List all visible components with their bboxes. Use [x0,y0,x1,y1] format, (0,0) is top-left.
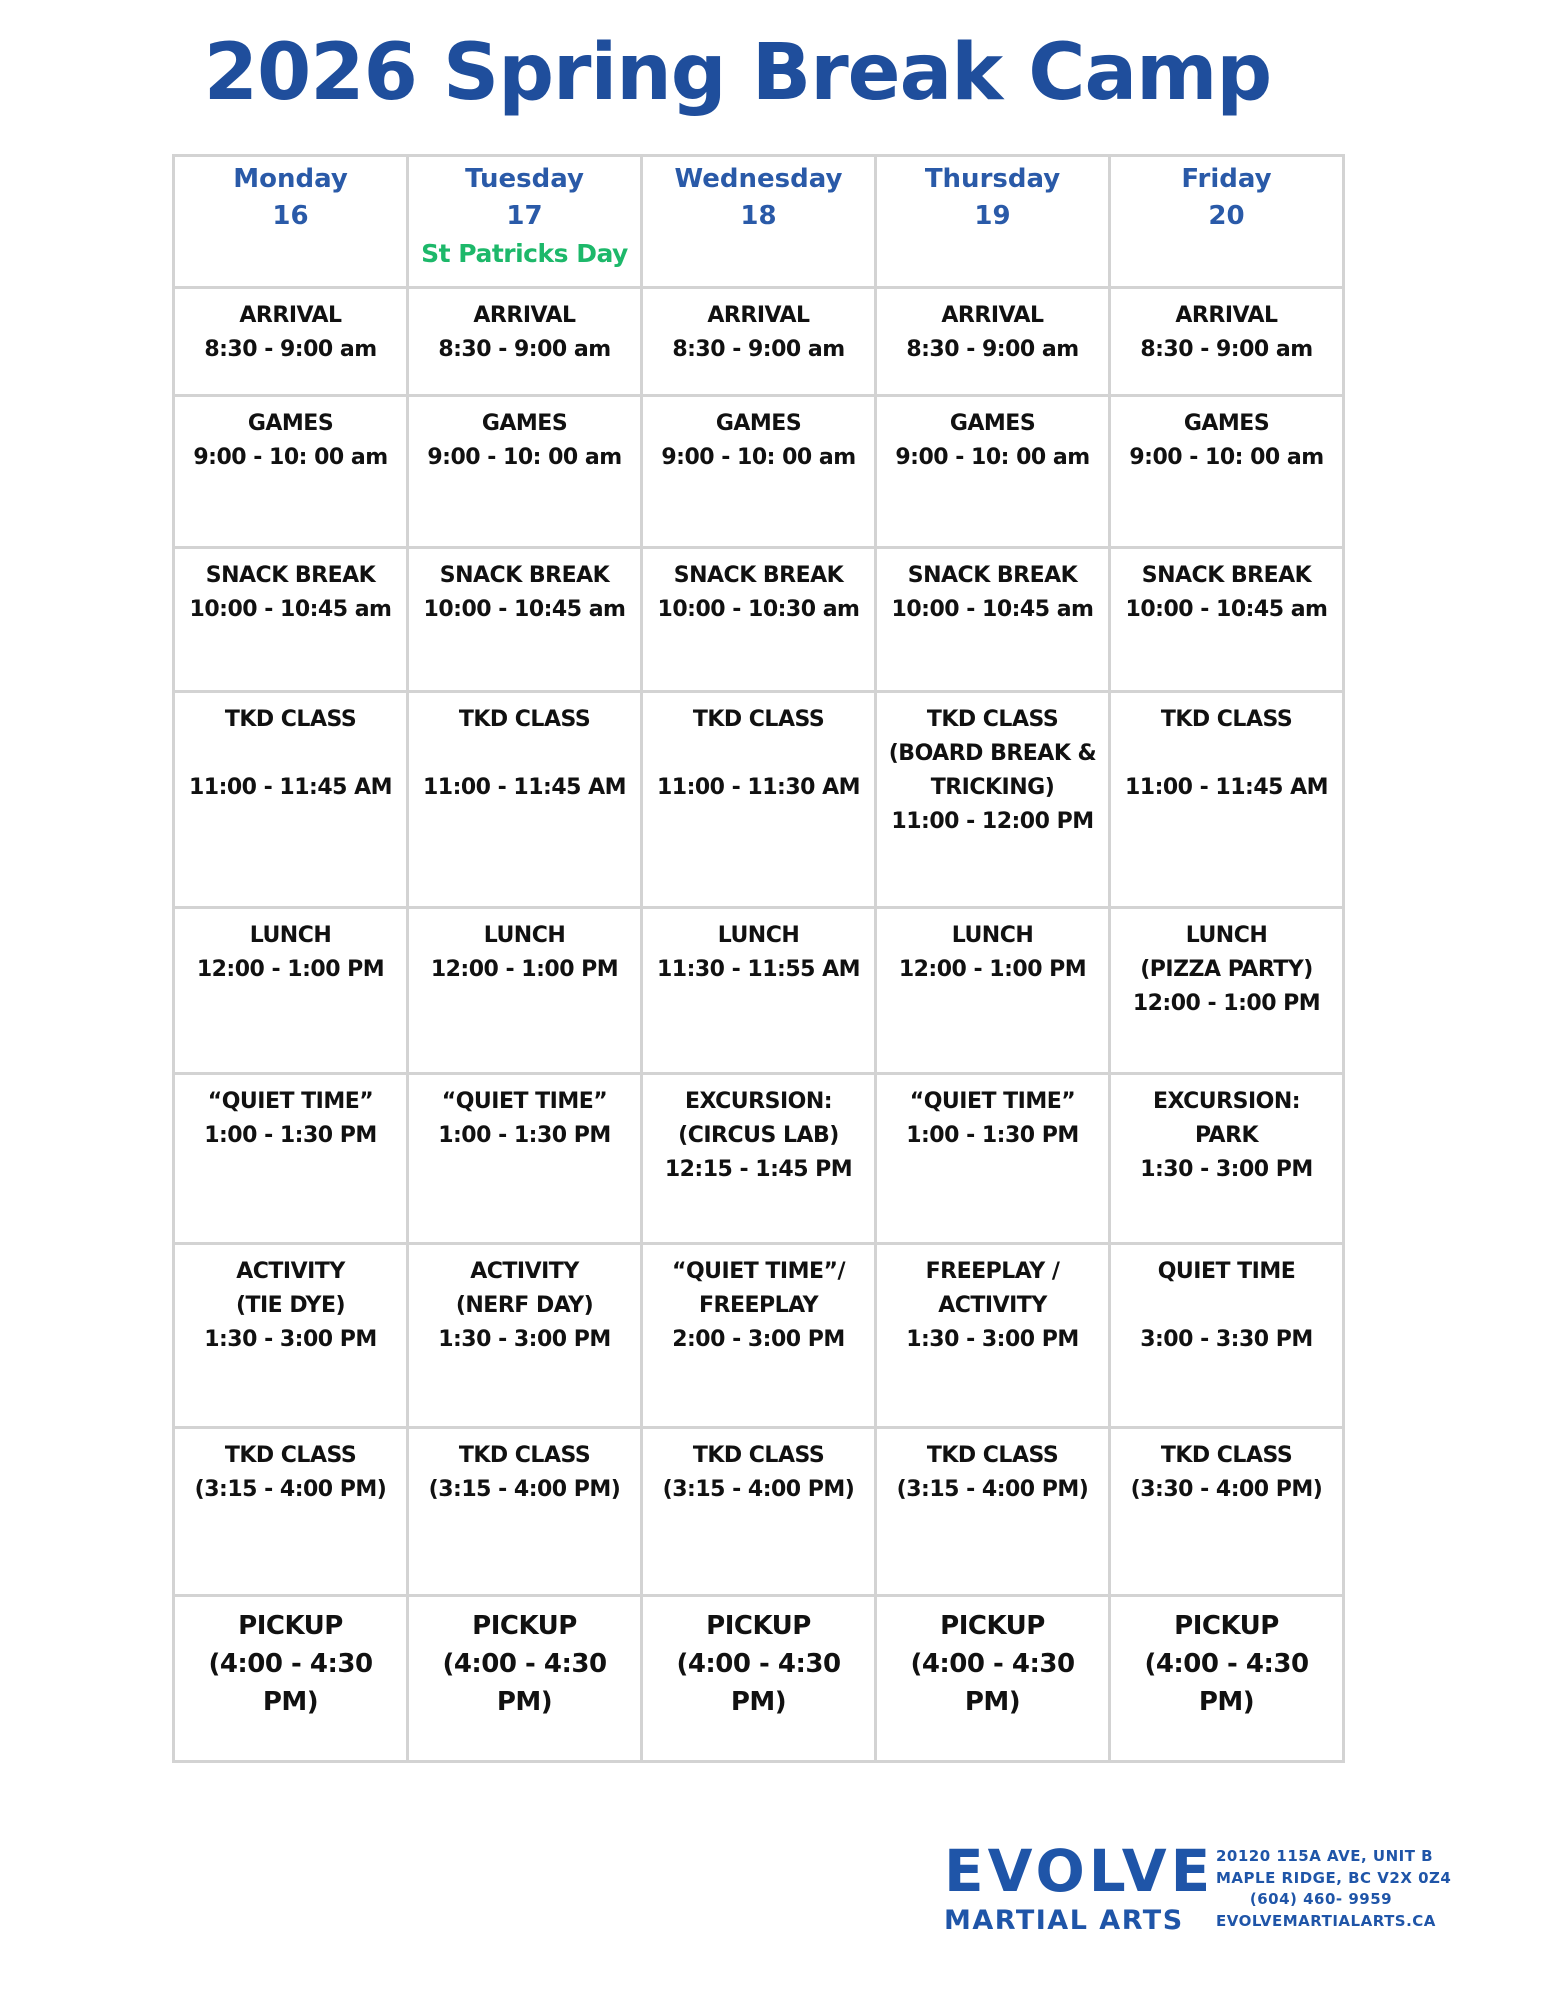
day-name: Monday [233,164,348,194]
phone-number: (604) 460- 9959 [1249,1890,1393,1908]
activity-name: PICKUP [238,1611,343,1641]
footer [944,1837,1464,1970]
activity-name: SNACK BREAK [439,563,610,588]
activity-name: EXCURSION: [684,1089,833,1114]
schedule-cell [876,1074,1110,1244]
activity-name: TKD CLASS [926,1443,1059,1468]
activity-detail: 2:00 - 3:00 PM [672,1327,845,1352]
activity-detail: (BOARD BREAK & [888,741,1097,766]
activity-name: EXCURSION: [1152,1089,1301,1114]
activity-name: “QUIET TIME” [207,1089,374,1114]
contact-block [1216,1846,1452,1932]
schedule-cell [1110,1428,1344,1596]
schedule-row-arrival [174,288,1344,396]
day-header-row [174,156,1344,288]
schedule-cell [174,288,408,396]
activity-detail: 12:00 - 1:00 PM [898,957,1087,982]
activity-detail: (4:00 - 4:30 [442,1649,607,1679]
activity-name: LUNCH [483,923,566,948]
activity-name: GAMES [949,411,1036,436]
activity-detail: 1:30 - 3:00 PM [204,1327,377,1352]
activity-name: ARRIVAL [941,303,1044,328]
activity-detail: PARK [1194,1123,1259,1148]
activity-detail: 10:00 - 10:45 am [189,597,392,622]
activity-name: LUNCH [1185,923,1268,948]
address-city: MAPLE RIDGE, BC V2X 0Z4 [1216,1868,1452,1887]
activity-detail: 9:00 - 10: 00 am [193,445,388,470]
activity-name: ACTIVITY [470,1259,579,1284]
activity-name: “QUIET TIME” [441,1089,608,1114]
day-date: 20 [1208,201,1245,231]
activity-detail: 3:00 - 3:30 PM [1140,1327,1313,1352]
schedule-cell [876,1596,1110,1762]
day-name: Wednesday [674,164,843,194]
schedule-cell [642,1428,876,1596]
schedule-cell [876,548,1110,692]
schedule-cell [1110,692,1344,908]
activity-detail: 8:30 - 9:00 am [438,337,611,362]
schedule-row-midday [174,1074,1344,1244]
schedule-cell [408,1428,642,1596]
schedule-cell [408,1596,642,1762]
activity-detail: 1:30 - 3:00 PM [438,1327,611,1352]
schedule-cell [1110,288,1344,396]
activity-name: SNACK BREAK [205,563,376,588]
activity-name: SNACK BREAK [907,563,1078,588]
spacer [1113,1289,1340,1323]
activity-name: ARRIVAL [1175,303,1278,328]
activity-name: TKD CLASS [1160,707,1293,732]
activity-detail: 11:00 - 11:45 AM [1124,775,1329,800]
day-header [174,156,408,288]
schedule-cell [408,908,642,1074]
schedule-row-lunch [174,908,1344,1074]
activity-detail: (NERF DAY) [455,1293,594,1318]
schedule-cell [642,1244,876,1428]
schedule-cell [1110,1244,1344,1428]
schedule-row-games [174,396,1344,548]
activity-detail: (3:15 - 4:00 PM) [662,1477,855,1502]
activity-detail: (PIZZA PARTY) [1140,957,1313,982]
schedule-cell [876,396,1110,548]
schedule-cell [1110,1074,1344,1244]
schedule-cell [174,1596,408,1762]
activity-detail: ACTIVITY [938,1293,1047,1318]
activity-detail: 8:30 - 9:00 am [204,337,377,362]
schedule-cell [1110,396,1344,548]
activity-name: PICKUP [706,1611,811,1641]
activity-name: GAMES [1183,411,1270,436]
schedule-cell [174,1244,408,1428]
activity-name: SNACK BREAK [673,563,844,588]
activity-detail: 1:00 - 1:30 PM [204,1123,377,1148]
activity-detail: PM) [964,1687,1021,1717]
activity-name: TKD CLASS [224,1443,357,1468]
activity-detail: 1:30 - 3:00 PM [1140,1157,1313,1182]
page-title: 2026 Spring Break Camp [203,28,1272,118]
activity-name: QUIET TIME [1157,1259,1296,1284]
activity-detail: (TIE DYE) [235,1293,346,1318]
spacer [1113,737,1340,771]
logo-evolve: EVOLVE [944,1837,1215,1905]
activity-name: PICKUP [1174,1611,1279,1641]
day-header [642,156,876,288]
schedule-cell [1110,548,1344,692]
activity-name: GAMES [247,411,334,436]
schedule-cell [174,1074,408,1244]
schedule-cell [642,692,876,908]
activity-detail: 11:00 - 11:30 AM [656,775,861,800]
schedule-cell [408,1244,642,1428]
activity-name: SNACK BREAK [1141,563,1312,588]
day-header [408,156,642,288]
activity-detail: 9:00 - 10: 00 am [895,445,1090,470]
address-street: 20120 115A AVE, UNIT B [1216,1847,1434,1865]
spacer [411,737,638,771]
day-header [1110,156,1344,288]
activity-detail: 12:00 - 1:00 PM [196,957,385,982]
activity-detail: (3:30 - 4:00 PM) [1130,1477,1323,1502]
schedule-cell [174,396,408,548]
schedule-cell [642,396,876,548]
activity-detail: 1:00 - 1:30 PM [906,1123,1079,1148]
activity-name: TKD CLASS [224,707,357,732]
activity-detail: 12:00 - 1:00 PM [430,957,619,982]
activity-name: LUNCH [249,923,332,948]
schedule-table [172,154,1345,1763]
activity-detail: 8:30 - 9:00 am [672,337,845,362]
schedule-cell [1110,908,1344,1074]
day-date: 17 [506,201,543,231]
activity-detail: (4:00 - 4:30 [676,1649,841,1679]
schedule-cell [876,908,1110,1074]
schedule-cell [408,396,642,548]
activity-detail: PM) [262,1687,319,1717]
activity-detail: 11:00 - 12:00 PM [891,809,1094,834]
schedule-cell [174,692,408,908]
schedule-row-tkd-afternoon [174,1428,1344,1596]
schedule-cell [174,908,408,1074]
logo-martial-arts: MARTIAL ARTS [944,1905,1184,1936]
activity-name: PICKUP [472,1611,577,1641]
activity-name: GAMES [481,411,568,436]
day-name: Thursday [924,164,1061,194]
activity-name: PICKUP [940,1611,1045,1641]
activity-detail: 10:00 - 10:45 am [1125,597,1328,622]
activity-detail: 10:00 - 10:45 am [423,597,626,622]
activity-name: TKD CLASS [458,707,591,732]
activity-name: “QUIET TIME” [909,1089,1076,1114]
activity-name: TKD CLASS [458,1443,591,1468]
schedule-cell [642,908,876,1074]
schedule-cell [408,288,642,396]
activity-detail: PM) [730,1687,787,1717]
schedule-cell [174,548,408,692]
activity-detail: (3:15 - 4:00 PM) [194,1477,387,1502]
activity-name: ARRIVAL [239,303,342,328]
activity-detail: 11:00 - 11:45 AM [188,775,393,800]
activity-name: LUNCH [951,923,1034,948]
activity-detail: 8:30 - 9:00 am [906,337,1079,362]
activity-name: LUNCH [717,923,800,948]
schedule-cell [642,548,876,692]
activity-detail: 9:00 - 10: 00 am [1129,445,1324,470]
schedule-cell [174,1428,408,1596]
spacer [177,737,404,771]
schedule-cell [876,692,1110,908]
schedule-cell [642,1074,876,1244]
activity-detail: (4:00 - 4:30 [1144,1649,1309,1679]
activity-detail: (3:15 - 4:00 PM) [896,1477,1089,1502]
activity-detail: 12:15 - 1:45 PM [664,1157,853,1182]
activity-detail: PM) [496,1687,553,1717]
activity-name: TKD CLASS [692,1443,825,1468]
schedule-cell [408,1074,642,1244]
activity-detail: 1:30 - 3:00 PM [906,1327,1079,1352]
activity-name: ACTIVITY [236,1259,345,1284]
activity-detail: (CIRCUS LAB) [678,1123,839,1148]
spacer [645,737,872,771]
schedule-row-pickup [174,1596,1344,1762]
activity-detail: PM) [1198,1687,1255,1717]
schedule-row-tkd-morning [174,692,1344,908]
activity-name: ARRIVAL [473,303,576,328]
schedule-row-activity [174,1244,1344,1428]
activity-detail: (3:15 - 4:00 PM) [428,1477,621,1502]
activity-detail: TRICKING) [930,775,1055,800]
day-name: Friday [1181,164,1272,194]
activity-detail: 10:00 - 10:45 am [891,597,1094,622]
activity-detail: 9:00 - 10: 00 am [661,445,856,470]
activity-name: ARRIVAL [707,303,810,328]
holiday-note: St Patricks Day [421,239,628,268]
schedule-cell [1110,1596,1344,1762]
activity-detail: 12:00 - 1:00 PM [1132,991,1321,1016]
activity-detail: (4:00 - 4:30 [208,1649,373,1679]
activity-name: FREEPLAY / [925,1259,1060,1284]
activity-detail: 10:00 - 10:30 am [657,597,860,622]
day-date: 19 [974,201,1011,231]
activity-name: TKD CLASS [926,707,1059,732]
schedule-cell [408,548,642,692]
activity-name: “QUIET TIME”/ [671,1259,845,1284]
activity-detail: 1:00 - 1:30 PM [438,1123,611,1148]
schedule-cell [876,1244,1110,1428]
website: EVOLVEMARTIALARTS.CA [1216,1911,1436,1930]
schedule-cell [408,692,642,908]
activity-name: TKD CLASS [692,707,825,732]
activity-detail: 8:30 - 9:00 am [1140,337,1313,362]
day-name: Tuesday [465,164,584,194]
schedule-cell [876,1428,1110,1596]
activity-detail: 9:00 - 10: 00 am [427,445,622,470]
activity-detail: FREEPLAY [698,1293,819,1318]
schedule-cell [642,288,876,396]
schedule-cell [876,288,1110,396]
day-date: 16 [272,201,309,231]
schedule-cell [642,1596,876,1762]
activity-detail: (4:00 - 4:30 [910,1649,1075,1679]
activity-name: GAMES [715,411,802,436]
schedule-row-snack [174,548,1344,692]
activity-detail: 11:00 - 11:45 AM [422,775,627,800]
day-header [876,156,1110,288]
activity-detail: 11:30 - 11:55 AM [656,957,861,982]
day-date: 18 [740,201,777,231]
activity-name: TKD CLASS [1160,1443,1293,1468]
